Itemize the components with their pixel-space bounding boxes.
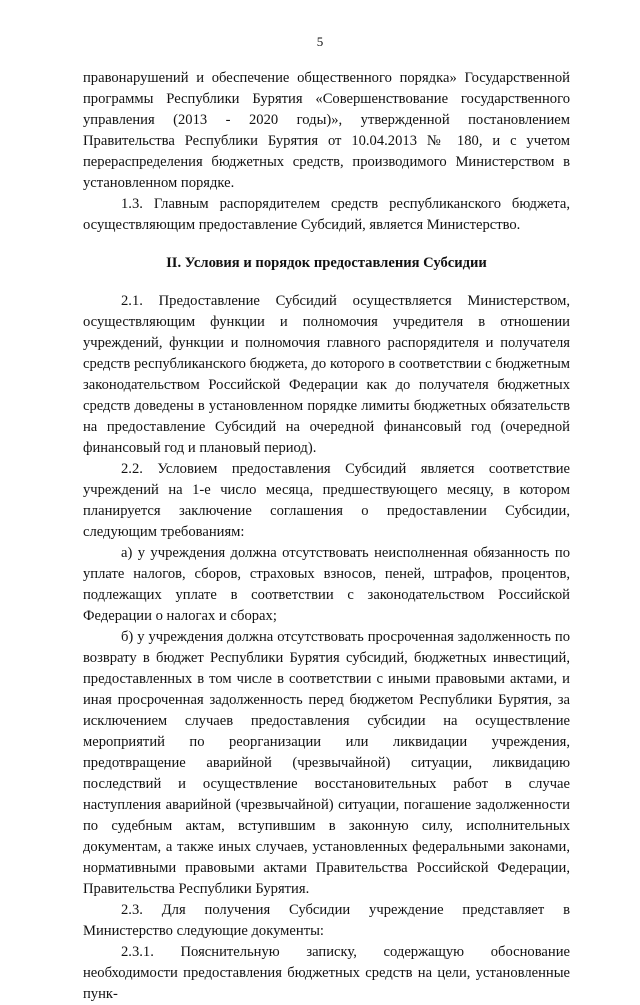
page-number: 5	[316, 34, 324, 49]
document-body	[83, 68, 570, 1005]
paragraph-intro-continuation: правонарушений и обеспечение общественного порядка» Государственной программы Республики Бурятия «Совершенствование государственного управления (2013 - 2020 годы)», утвержденной постановлением Правительства Республики Бурятия от 10.04.2013 № 180, и с учетом перераспределения бюджетных средств, производимого Министерством в установленном порядке.	[83, 70, 570, 191]
paragraph-2-2-a: а) у учреждения должна отсутствовать неисполненная обязанность по уплате налогов, сборов, страховых взносов, пеней, штрафов, процентов, подлежащих уплате в соответствии с законодательством Российской Федерации о налогах и сборах;	[83, 545, 570, 624]
paragraph-2-3-1: 2.3.1. Пояснительную записку, содержащую обоснование необходимости предоставления бюджетных средств на цели, установленные пунк-	[83, 944, 570, 1002]
paragraph-1-3: 1.3. Главным распорядителем средств республиканского бюджета, осуществляющим предоставление Субсидий, является Министерство.	[83, 196, 570, 233]
paragraph-2-3: 2.3. Для получения Субсидии учреждение представляет в Министерство следующие документы:	[83, 902, 570, 939]
paragraph-2-2-b: б) у учреждения должна отсутствовать просроченная задолженность по возврату в бюджет Республики Бурятия субсидий, бюджетных инвестиций, предоставленных в том числе в соответствии с иными правовыми актами, и иная просроченная задолженность перед бюджетом Республики Бурятия, за исключением случаев предоставления субсидии на осуществление мероприятий по реорганизации или ликвидации учреждения, предотвращение аварийной (чрезвычайной) ситуации, ликвидацию последствий и осуществление восстановительных работ в случае наступления аварийной (чрезвычайной) ситуации, погашение задолженности по судебным актам, вступившим в законную силу, исполнительных документам, а также иных случаев, установленных федеральными законами, нормативными правовыми актами Правительства Российской Федерации, Правительства Республики Бурятия.	[83, 629, 570, 897]
section-heading: II. Условия и порядок предоставления Субсидии	[166, 255, 487, 271]
paragraph-2-2: 2.2. Условием предоставления Субсидий является соответствие учреждений на 1-е число месяца, предшествующего месяцу, в котором планируется заключение соглашения о предоставлении Субсидии, следующим требованиям:	[83, 461, 570, 540]
paragraph-2-1: 2.1. Предоставление Субсидий осуществляется Министерством, осуществляющим функции и полномочия учредителя в отношении учреждений, функции и полномочия главного распорядителя и получателя средств республиканского бюджета, до которого в соответствии с бюджетным законодательством Российской Федерации как до получателя бюджетных средств доведены в установленном порядке лимиты бюджетных обязательств на предоставление Субсидий на очередной финансовый год (очередной финансовый год и плановый период).	[83, 293, 570, 456]
